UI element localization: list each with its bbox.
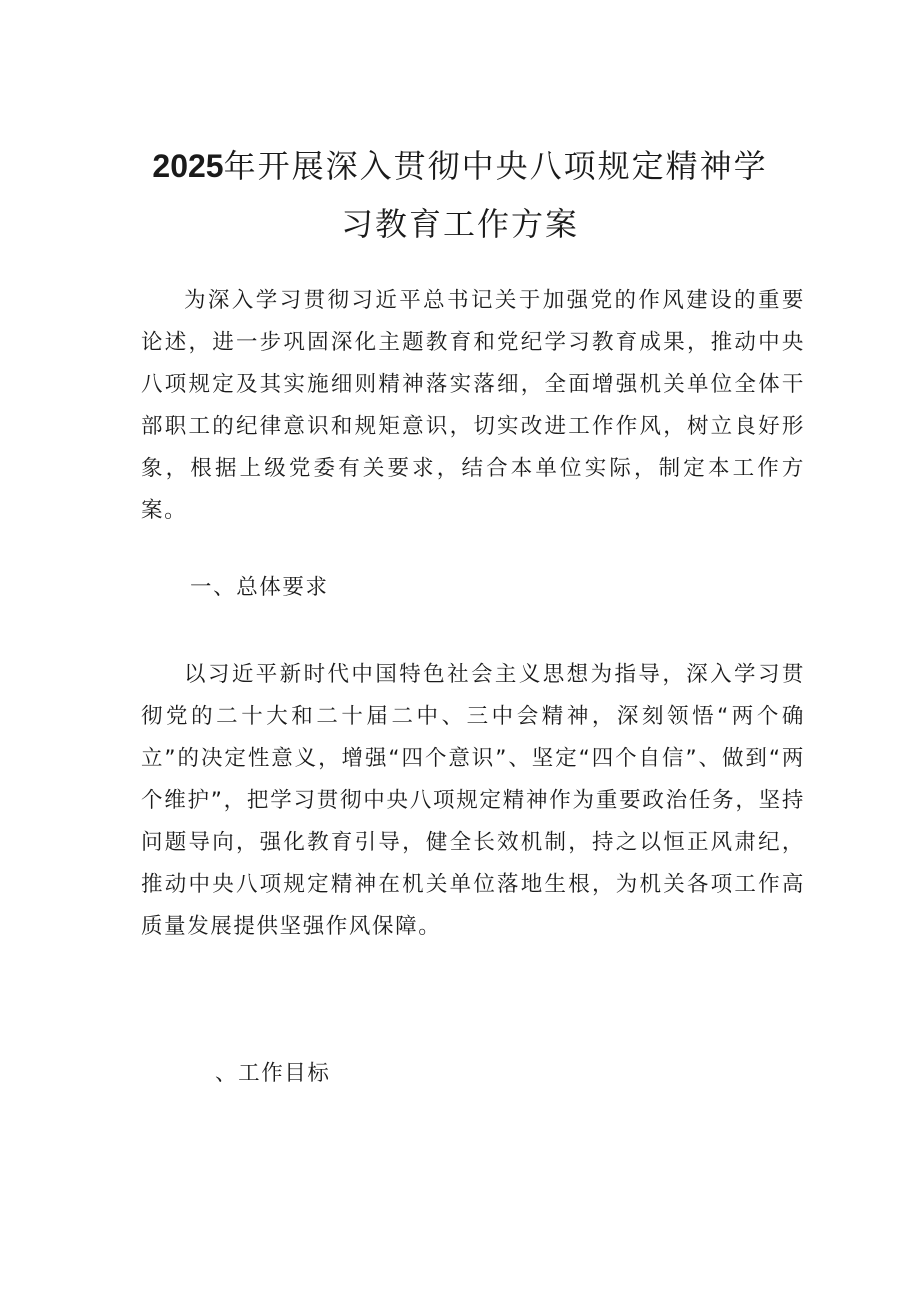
title-text: 年开展深入贯彻中央八项规定精神学 — [223, 147, 768, 185]
section-heading-general-requirements: 一、总体要求 — [190, 575, 329, 600]
document-title-line-2: 习教育工作方案 — [340, 205, 579, 243]
title-year: 2025 — [152, 148, 224, 184]
document-title-line-1 — [0, 146, 920, 186]
intro-paragraph: 为深入学习贯彻习近平总书记关于加强党的作风建设的重要论述，进一步巩固深化主题教育和党纪学习教育成果，推动中央八项规定及其实施细则精神落实落细，全面增强机关单位全体干部职工的纪律意识和规矩意识，切实改进工作作风，树立良好形象，根据上级党委有关要求，结合本单位实际，制定本工作方案。 — [141, 288, 805, 523]
section-paragraph-general-requirements: 以习近平新时代中国特色社会主义思想为指导，深入学习贯彻党的二十大和二十届二中、三中会精神，深刻领悟“两个确立”的决定性意义，增强“四个意识”、坚定“四个自信”、做到“两个维护”，把学习贯彻中央八项规定精神作为重要政治任务，坚持问题导向，强化教育引导，健全长效机制，持之以恒正风肃纪，推动中央八项规定精神在机关单位落地生根，为机关各项工作高质量发展提供坚强作风保障。 — [141, 662, 805, 939]
section-heading-work-goals: 、工作目标 — [215, 1061, 331, 1086]
